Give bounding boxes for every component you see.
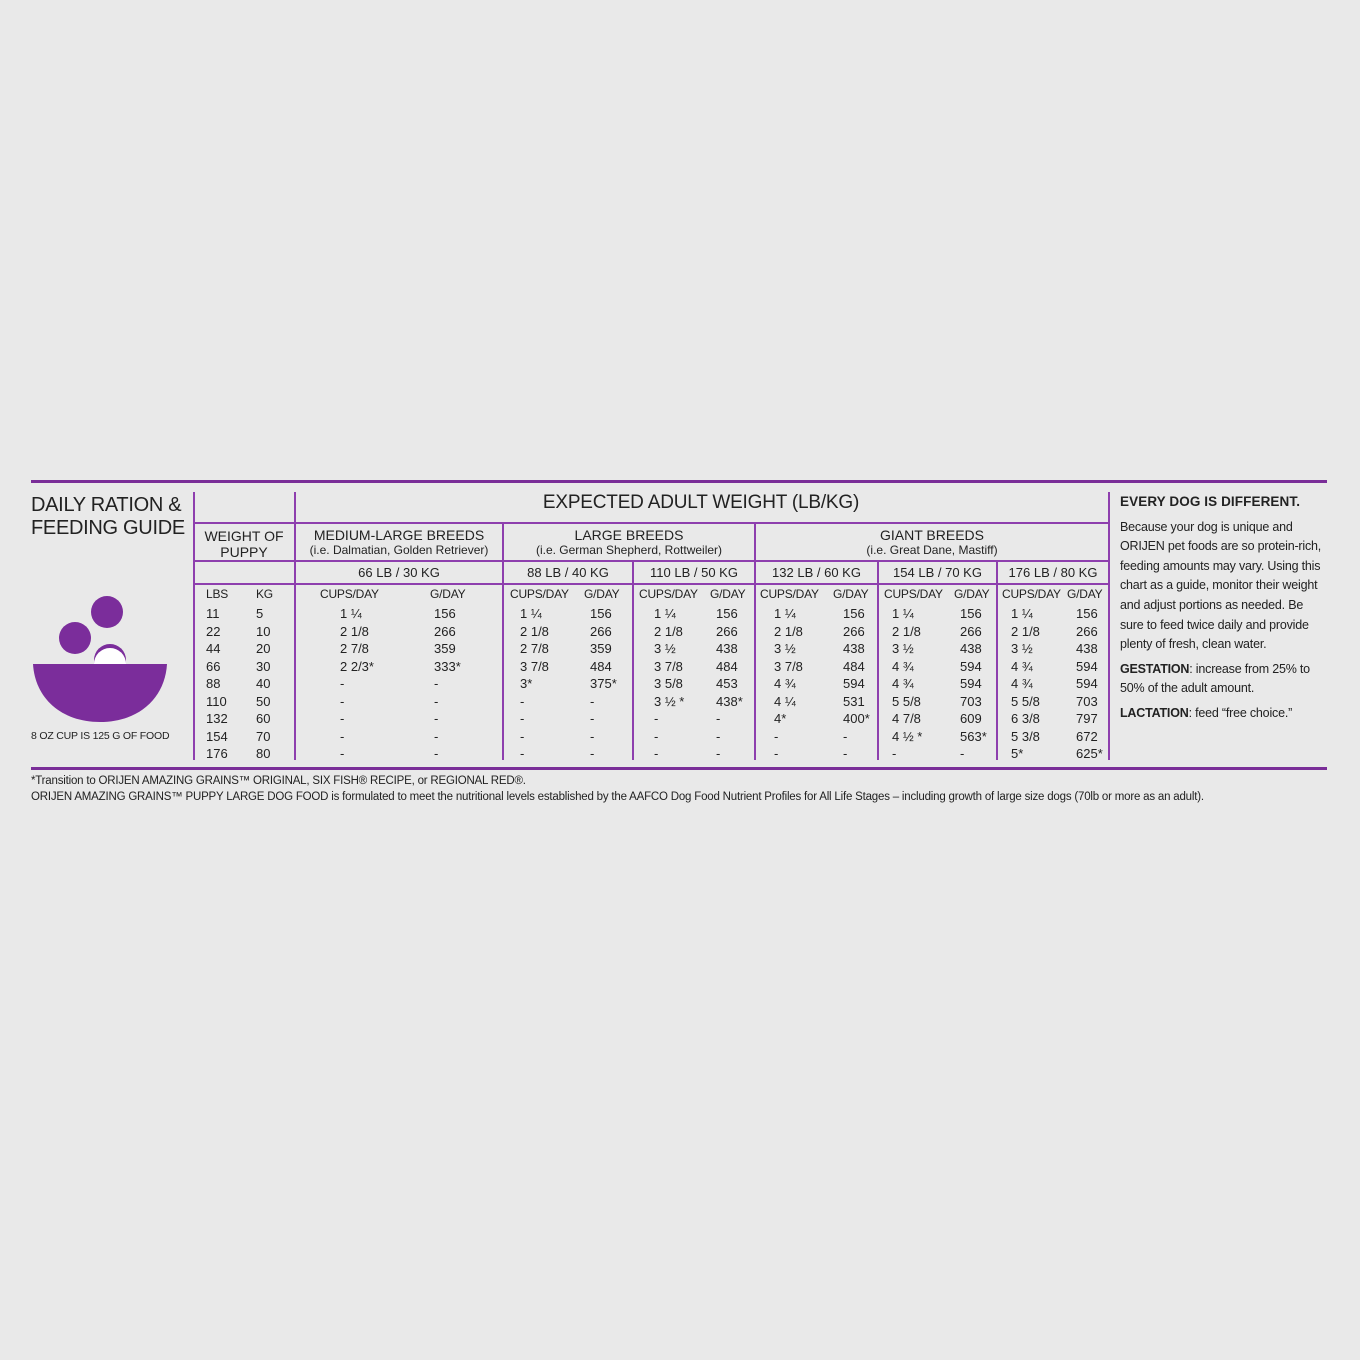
- col-label-cups: CUPS/DAY: [320, 587, 379, 601]
- grams-per-day-cell: -: [716, 711, 721, 726]
- lactation-label: LACTATION: [1120, 705, 1189, 720]
- grams-per-day-cell: 266: [1076, 623, 1098, 639]
- col-label-cups: CUPS/DAY: [760, 587, 819, 601]
- puppy-weight-kg: 10: [256, 623, 271, 639]
- grams-per-day-cell: 703: [960, 693, 982, 709]
- cups-per-day-cell: 3 ½: [774, 641, 796, 656]
- adult-weight-label: 88 LB / 40 KG: [527, 565, 609, 580]
- cups-per-day-cell: -: [774, 746, 779, 761]
- cups-per-day-cell: 1 ¼: [520, 606, 542, 621]
- grams-per-day-cell: 156: [960, 606, 982, 621]
- grams-per-day-cell: 375*: [590, 676, 617, 691]
- cups-per-day-cell: 2 1/8: [654, 623, 683, 639]
- grams-per-day-cell: 594: [960, 658, 982, 674]
- grams-per-day-cell: -: [434, 711, 439, 726]
- adult-weight-label: 154 LB / 70 KG: [893, 565, 982, 580]
- col-label-cups: CUPS/DAY: [1002, 587, 1061, 601]
- top-divider: [31, 480, 1327, 483]
- cups-per-day-cell: 3 7/8: [654, 658, 683, 674]
- cups-per-day-cell: -: [654, 728, 659, 744]
- bottom-divider: [31, 767, 1327, 770]
- table-rule: [193, 583, 1110, 585]
- every-dog-panel: [1120, 492, 1325, 724]
- grams-per-day-cell: 333*: [434, 658, 461, 674]
- puppy-weight-kg: 5: [256, 606, 264, 621]
- grams-per-day-cell: 438: [1076, 641, 1098, 656]
- cups-per-day-cell: 4 ¼: [774, 693, 796, 709]
- grams-per-day-cell: 609: [960, 711, 982, 726]
- grams-per-day-cell: -: [716, 728, 721, 744]
- cups-per-day-cell: 2 1/8: [520, 623, 549, 639]
- cups-per-day-cell: 4*: [774, 711, 787, 726]
- cups-per-day-cell: 4 ¾: [774, 676, 796, 691]
- table-rule: [193, 560, 1110, 562]
- group-example: (i.e. Dalmatian, Golden Retriever): [309, 543, 489, 557]
- puppy-weight-lbs: 132: [206, 711, 228, 726]
- group-name: MEDIUM-LARGE BREEDS: [313, 527, 485, 543]
- footnote-transition: *Transition to ORIJEN AMAZING GRAINS™ ORIGINAL, SIX FISH® RECIPE, or REGIONAL RED®.: [31, 775, 526, 787]
- grams-per-day-cell: 484: [590, 658, 612, 674]
- cups-per-day-cell: 5 3/8: [1011, 728, 1040, 744]
- group-giant: [756, 527, 1108, 557]
- grams-per-day-cell: 266: [590, 623, 612, 639]
- grams-per-day-cell: -: [434, 693, 439, 709]
- col-label-grams: G/DAY: [710, 587, 746, 601]
- puppy-weight-lbs: 154: [206, 728, 228, 744]
- grams-per-day-cell: -: [716, 746, 721, 761]
- cups-per-day-cell: 3 ½: [1011, 641, 1033, 656]
- table-main-header: EXPECTED ADULT WEIGHT (LB/KG): [542, 492, 860, 513]
- grams-per-day-cell: -: [590, 746, 595, 761]
- cups-per-day-cell: 1 ¼: [340, 606, 362, 621]
- gestation-label: GESTATION: [1120, 661, 1190, 676]
- group-large: [504, 527, 754, 557]
- cups-per-day-cell: 5 5/8: [1011, 693, 1040, 709]
- cups-per-day-cell: 3 5/8: [654, 676, 683, 691]
- grams-per-day-cell: -: [843, 728, 848, 744]
- grams-per-day-cell: 594: [843, 676, 865, 691]
- grams-per-day-cell: 266: [960, 623, 982, 639]
- cups-per-day-cell: -: [340, 711, 345, 726]
- grams-per-day-cell: 438: [843, 641, 865, 656]
- group-name: GIANT BREEDS: [880, 527, 984, 543]
- cups-per-day-cell: -: [520, 693, 525, 709]
- group-name: LARGE BREEDS: [574, 527, 684, 543]
- cups-per-day-cell: 4 ¾: [1011, 676, 1033, 691]
- grams-per-day-cell: 438: [716, 641, 738, 656]
- guide-title-line1: DAILY RATION &: [31, 494, 182, 516]
- grams-per-day-cell: 484: [843, 658, 865, 674]
- grams-per-day-cell: 594: [1076, 676, 1098, 691]
- cups-per-day-cell: 2 7/8: [520, 641, 549, 656]
- grams-per-day-cell: -: [434, 728, 439, 744]
- grams-per-day-cell: 797: [1076, 711, 1098, 726]
- table-divider: [877, 561, 879, 760]
- cups-per-day-cell: 4 ¾: [1011, 658, 1033, 674]
- grams-per-day-cell: 266: [716, 623, 738, 639]
- cups-per-day-cell: 3*: [520, 676, 533, 691]
- group-medium-large: [296, 527, 502, 557]
- grams-per-day-cell: 359: [434, 641, 456, 656]
- grams-per-day-cell: 531: [843, 693, 865, 709]
- col-label-lbs: LBS: [206, 587, 229, 601]
- adult-weight-label: 176 LB / 80 KG: [1008, 565, 1098, 580]
- grams-per-day-cell: 484: [716, 658, 738, 674]
- grams-per-day-cell: 266: [843, 623, 865, 639]
- cups-per-day-cell: -: [340, 728, 345, 744]
- grams-per-day-cell: -: [590, 711, 595, 726]
- puppy-weight-lbs: 22: [206, 623, 221, 639]
- table-rule: [193, 522, 1110, 524]
- cups-per-day-cell: 3 ½: [654, 641, 676, 656]
- puppy-weight-header-line2: PUPPY: [220, 544, 268, 560]
- gestation-note: [1120, 660, 1325, 699]
- food-bowl-icon: [31, 594, 171, 726]
- adult-weight-label: 110 LB / 50 KG: [650, 565, 738, 580]
- grams-per-day-cell: -: [843, 746, 848, 761]
- grams-per-day-cell: 156: [716, 606, 738, 621]
- cups-per-day-cell: -: [340, 746, 345, 761]
- grams-per-day-cell: 156: [843, 606, 865, 621]
- cups-per-day-cell: 5 5/8: [892, 693, 921, 709]
- grams-per-day-cell: -: [590, 693, 595, 709]
- table-divider: [1108, 492, 1110, 760]
- grams-per-day-cell: 156: [434, 606, 456, 621]
- cups-per-day-cell: 2 2/3*: [340, 658, 374, 674]
- grams-per-day-cell: -: [434, 746, 439, 761]
- cups-per-day-cell: 2 7/8: [340, 641, 369, 656]
- grams-per-day-cell: 156: [1076, 606, 1098, 621]
- cups-per-day-cell: -: [520, 728, 525, 744]
- cups-per-day-cell: -: [654, 746, 659, 761]
- grams-per-day-cell: 672: [1076, 728, 1098, 744]
- col-label-grams: G/DAY: [833, 587, 869, 601]
- grams-per-day-cell: 563*: [960, 728, 987, 744]
- cups-per-day-cell: 2 1/8: [892, 623, 921, 639]
- puppy-weight-kg: 30: [256, 658, 271, 674]
- cups-per-day-cell: 4 ¾: [892, 676, 914, 691]
- puppy-weight-lbs: 88: [206, 676, 221, 691]
- puppy-weight-lbs: 176: [206, 746, 228, 761]
- footnote-aafco: ORIJEN AMAZING GRAINS™ PUPPY LARGE DOG FOOD is formulated to meet the nutritional levels established by the AAFCO Dog Food Nutrient Profiles for All Life Stages – including growth of large size dogs (70lb or more as an adult).: [31, 791, 1204, 803]
- puppy-weight-lbs: 11: [206, 606, 220, 621]
- cups-per-day-cell: -: [892, 746, 897, 761]
- table-divider: [996, 561, 998, 760]
- grams-per-day-cell: -: [434, 676, 439, 691]
- puppy-weight-lbs: 66: [206, 658, 221, 674]
- puppy-weight-kg: 50: [256, 693, 271, 709]
- cups-per-day-cell: -: [340, 676, 345, 691]
- col-label-cups: CUPS/DAY: [510, 587, 569, 601]
- grams-per-day-cell: -: [960, 746, 965, 761]
- grams-per-day-cell: 438*: [716, 693, 743, 709]
- cups-per-day-cell: 4 7/8: [892, 711, 921, 726]
- lactation-text: : feed “free choice.”: [1188, 705, 1293, 720]
- cups-per-day-cell: -: [654, 711, 659, 726]
- cups-per-day-cell: 1 ¼: [654, 606, 676, 621]
- puppy-weight-header: [194, 528, 294, 560]
- puppy-weight-kg: 60: [256, 711, 271, 726]
- col-label-grams: G/DAY: [430, 587, 466, 601]
- puppy-weight-kg: 70: [256, 728, 271, 744]
- col-label-grams: G/DAY: [1067, 587, 1103, 601]
- grams-per-day-cell: 400*: [843, 711, 870, 726]
- puppy-weight-lbs: 110: [206, 693, 227, 709]
- cups-per-day-cell: 3 7/8: [520, 658, 549, 674]
- cups-per-day-cell: -: [774, 728, 779, 744]
- col-label-grams: G/DAY: [954, 587, 990, 601]
- puppy-weight-kg: 20: [256, 641, 271, 656]
- every-dog-heading: EVERY DOG IS DIFFERENT.: [1120, 494, 1301, 509]
- puppy-weight-header-line1: WEIGHT OF: [204, 528, 284, 544]
- col-label-cups: CUPS/DAY: [639, 587, 698, 601]
- cups-per-day-cell: 5*: [1011, 746, 1024, 761]
- table-divider: [632, 561, 634, 760]
- cups-per-day-cell: -: [520, 711, 525, 726]
- grams-per-day-cell: 703: [1076, 693, 1098, 709]
- cup-note: 8 OZ CUP IS 125 G OF FOOD: [31, 730, 170, 742]
- grams-per-day-cell: 594: [1076, 658, 1098, 674]
- adult-weight-label: 66 LB / 30 KG: [358, 565, 440, 580]
- gestation-text: : increase from 25% to 50% of the adult amount.: [1120, 661, 1310, 696]
- group-example: (i.e. German Shepherd, Rottweiler): [535, 543, 723, 557]
- lactation-note: [1120, 704, 1325, 724]
- cups-per-day-cell: 2 1/8: [340, 623, 369, 639]
- guide-title: [31, 494, 185, 540]
- cups-per-day-cell: 2 1/8: [774, 623, 803, 639]
- cups-per-day-cell: 6 3/8: [1011, 711, 1040, 726]
- puppy-weight-lbs: 44: [206, 641, 221, 656]
- col-label-grams: G/DAY: [584, 587, 620, 601]
- puppy-weight-kg: 80: [256, 746, 271, 761]
- cups-per-day-cell: 3 7/8: [774, 658, 803, 674]
- cups-per-day-cell: 4 ¾: [892, 658, 914, 674]
- cups-per-day-cell: 1 ¼: [1011, 606, 1033, 621]
- grams-per-day-cell: 594: [960, 676, 982, 691]
- grams-per-day-cell: 453: [716, 676, 738, 691]
- grams-per-day-cell: -: [590, 728, 595, 744]
- cups-per-day-cell: 4 ½ *: [892, 728, 923, 744]
- group-example: (i.e. Great Dane, Mastiff): [866, 543, 998, 557]
- guide-title-line2: FEEDING GUIDE: [31, 517, 185, 539]
- cups-per-day-cell: -: [520, 746, 525, 761]
- cups-per-day-cell: 3 ½ *: [654, 693, 685, 709]
- cups-per-day-cell: 3 ½: [892, 641, 914, 656]
- every-dog-body: Because your dog is unique and ORIJEN pet foods are so protein-rich, feeding amounts may vary. Using this chart as a guide, monitor their weight and adjust portions as needed. Be sure to feed twice daily and provide plenty of fresh, clean water.: [1120, 519, 1322, 652]
- col-label-cups: CUPS/DAY: [884, 587, 943, 601]
- adult-weight-label: 132 LB / 60 KG: [772, 565, 861, 580]
- col-label-kg: KG: [256, 587, 273, 601]
- grams-per-day-cell: 156: [590, 606, 612, 621]
- grams-per-day-cell: 625*: [1076, 746, 1103, 761]
- grams-per-day-cell: 266: [434, 623, 456, 639]
- cups-per-day-cell: -: [340, 693, 345, 709]
- grams-per-day-cell: 438: [960, 641, 982, 656]
- grams-per-day-cell: 359: [590, 641, 612, 656]
- puppy-weight-kg: 40: [256, 676, 271, 691]
- cups-per-day-cell: 1 ¼: [774, 606, 796, 621]
- cups-per-day-cell: 1 ¼: [892, 606, 914, 621]
- cups-per-day-cell: 2 1/8: [1011, 623, 1040, 639]
